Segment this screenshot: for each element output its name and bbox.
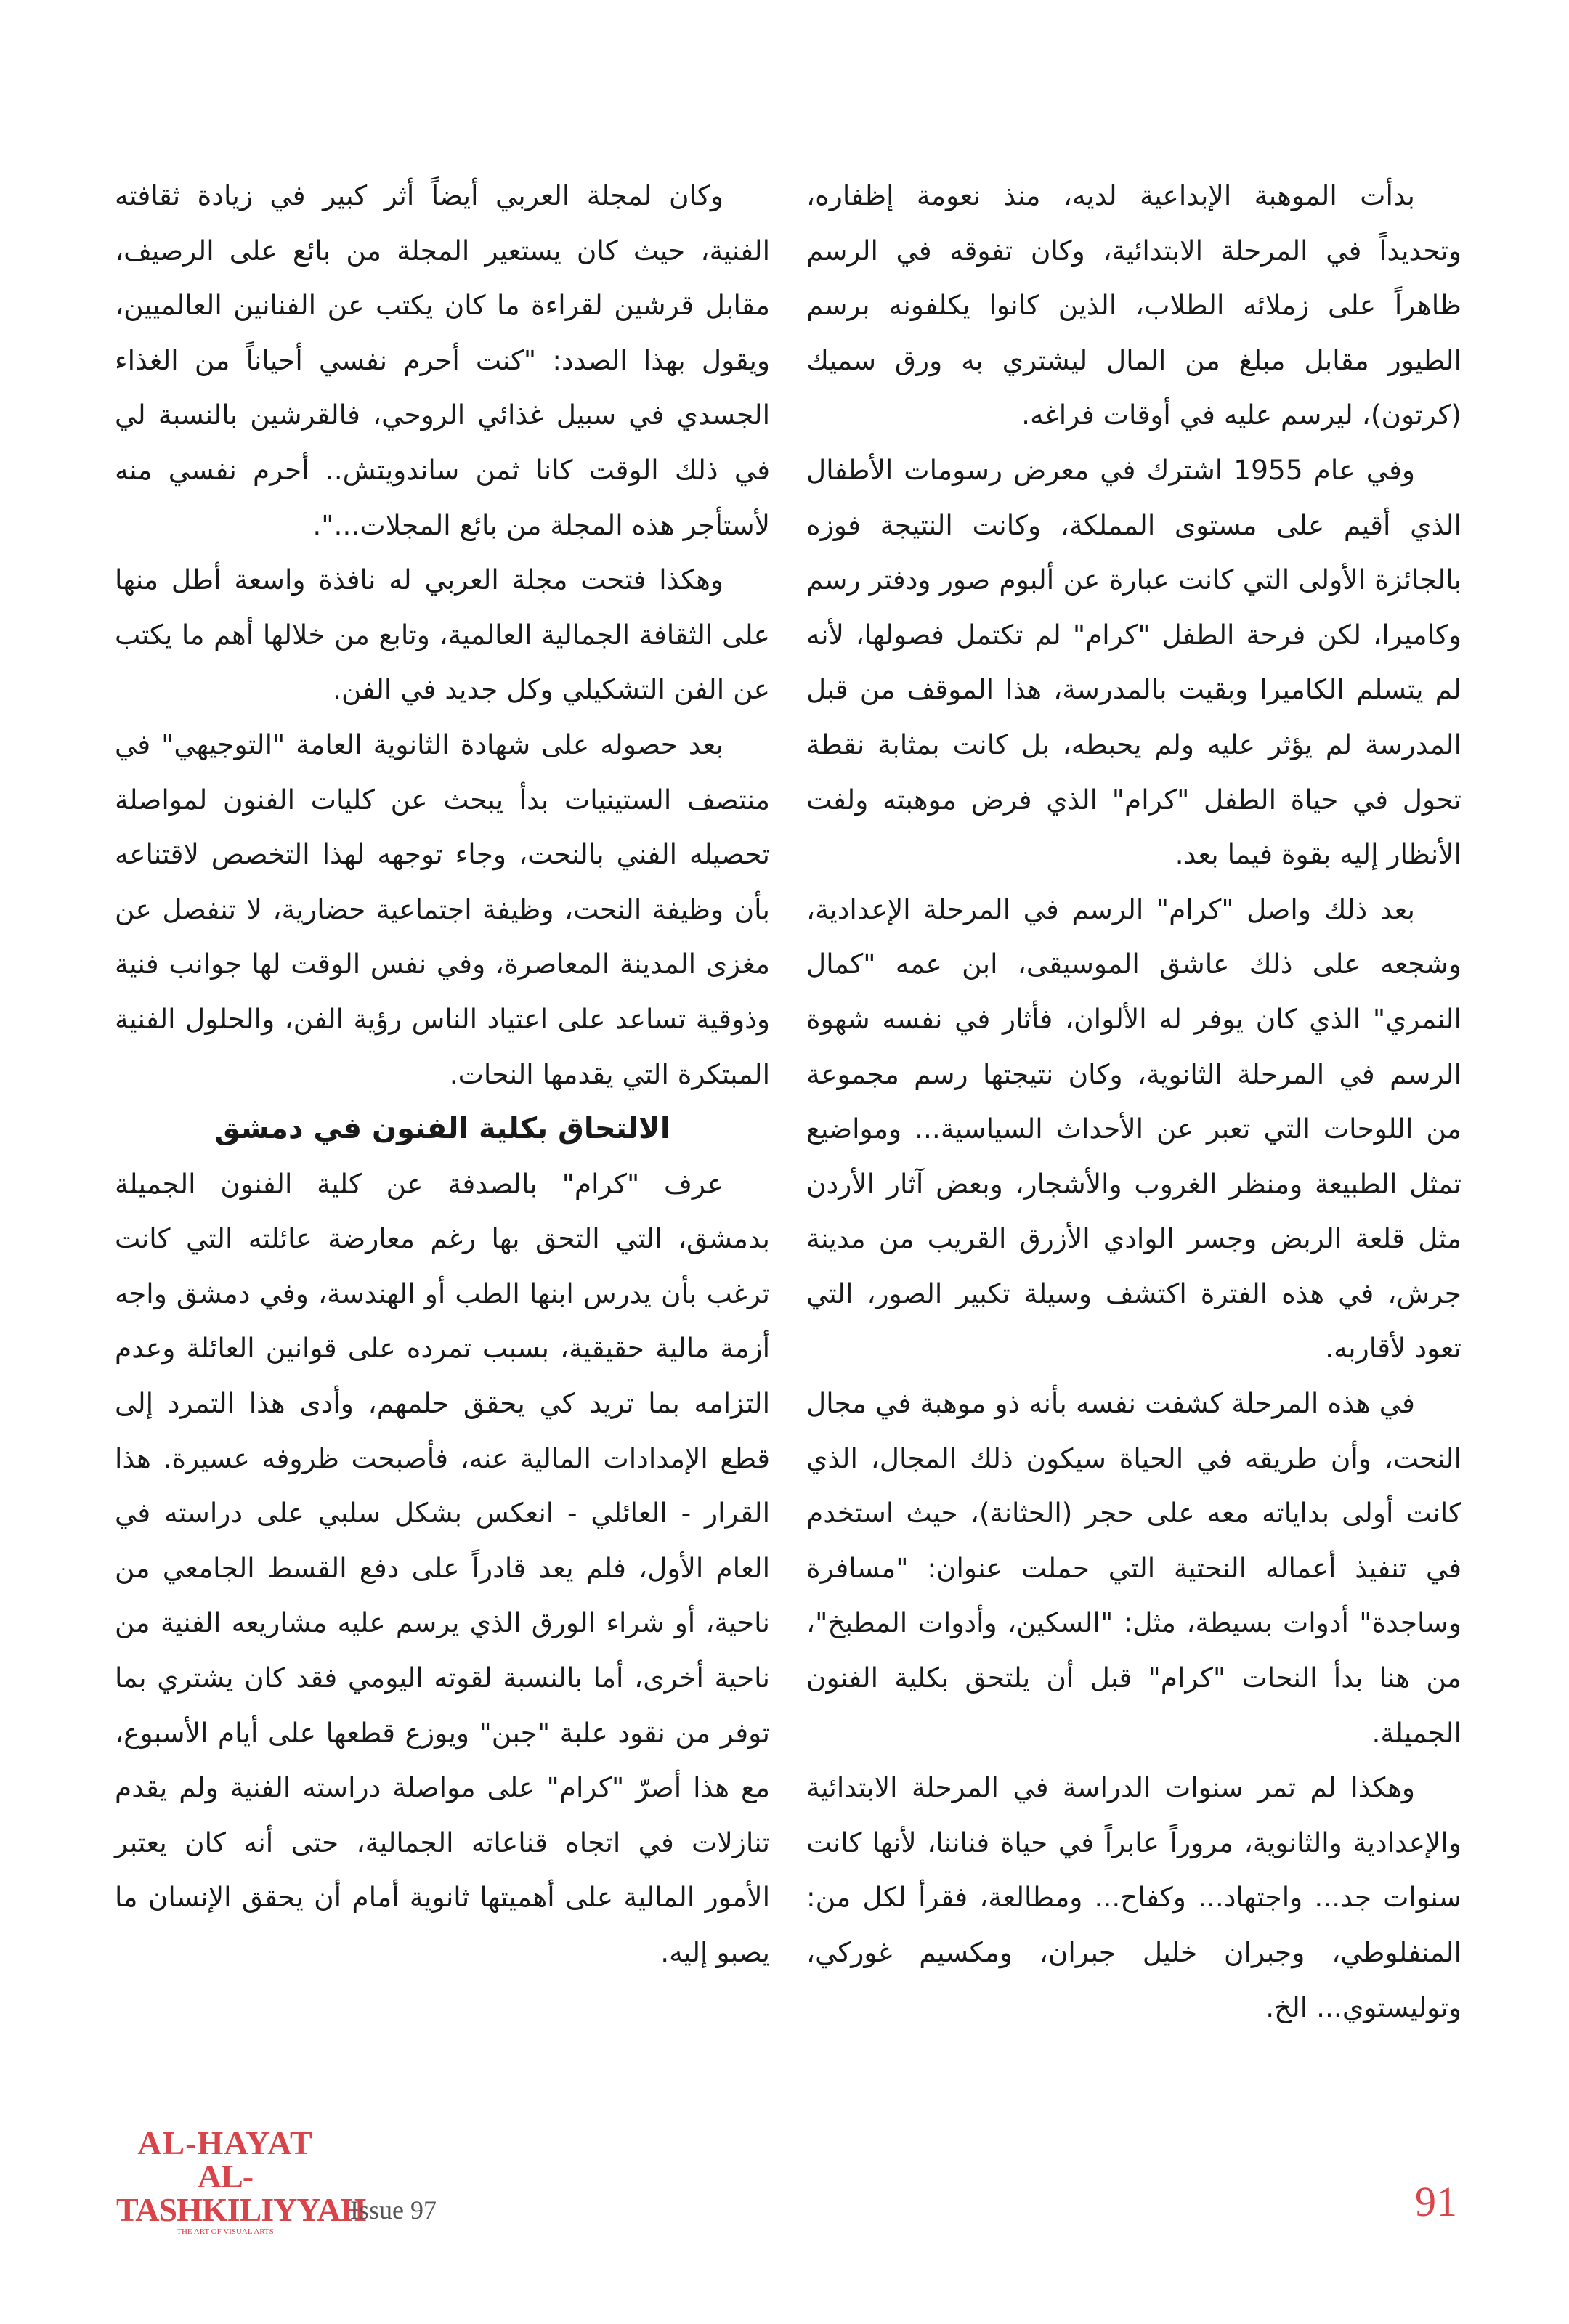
article-paragraph: في هذه المرحلة كشفت نفسه بأنه ذو موهبة في مجال النحت، وأن طريقه في الحياة سيكون ذلك المجال، الذي كانت أولى بداياته معه على حجر (الحثانة)، حيث استخدم في تنفيذ أعماله النحتية التي حملت عنوان: "مسافرة وساجدة" أدوات بسيطة، مثل: "السكين، وأدوات المطبخ"، من هنا بدأ النحات "كرام" قبل أن يلتحق بكلية الفنون الجميلة. — [806, 1387, 1461, 1749]
article-paragraph: وفي عام 1955 اشترك في معرض رسومات الأطفال الذي أقيم على مستوى المملكة، وكانت النتيجة فوزه بالجائزة الأولى التي كانت عبارة عن ألبوم صور ودفتر رسم وكاميرا، لكن فرحة الطفل "كرام" لم تكتمل فصولها، لأنه لم يتسلم الكاميرا وبقيت بالمدرسة، هذا الموقف من قبل المدرسة لم يؤثر عليه ولم يحبطه، بل كانت بمثابة نقطة تحول في حياة الطفل "كرام" الذي فرض موهبته ولفت الأنظار إليه بقوة فيما بعد. — [806, 453, 1461, 871]
article-paragraph: وهكذا فتحت مجلة العربي له نافذة واسعة أطل منها على الثقافة الجمالية العالمية، وتابع من خلالها أهم ما يكتب عن الفن التشكيلي وكل جديد في الفن. — [115, 564, 770, 706]
article-column-left — [115, 168, 770, 1980]
logo-tagline: THE ART OF VISUAL ARTS — [177, 2227, 274, 2236]
logo-line-2: AL-TASHKILIYYAH — [116, 2158, 366, 2228]
article-paragraph: بعد ذلك واصل "كرام" الرسم في المرحلة الإعدادية، وشجعه على ذلك عاشق الموسيقى، ابن عمه "كمال النمري" الذي كان يوفر له الألوان، فأثار في نفسه شهوة الرسم في المرحلة الثانوية، وكان نتيجتها رسم مجموعة من اللوحات التي تعبر عن الأحداث السياسية... ومواضيع تمثل الطبيعة ومنظر الغروب والأشجار، وبعض آثار الأردن مثل قلعة الربض وجسر الوادي الأزرق القريب من مدينة جرش، في هذه الفترة اكتشف وسيلة تكبير الصور، التي تعود لأقاربه. — [806, 893, 1461, 1365]
article-paragraph: بدأت الموهبة الإبداعية لديه، منذ نعومة إظفاره، وتحديداً في المرحلة الابتدائية، وكان تفوقه في الرسم ظاهراً على زملائه الطلاب، الذين كانوا يكلفونه برسم الطيور مقابل مبلغ من المال ليشتري به ورق سميك (كرتون)، ليرسم عليه في أوقات فراغه. — [806, 179, 1461, 431]
issue-number: Issue 97 — [350, 2195, 437, 2225]
article-paragraph: بعد حصوله على شهادة الثانوية العامة "التوجيهي" في منتصف الستينيات بدأ يبحث عن كليات الفنون لمواصلة تحصيله الفني بالنحت، وجاء توجهه لهذا التخصص لاقتناعه بأن وظيفة النحت، وظيفة اجتماعية حضارية، لا تنفصل عن مغزى المدينة المعاصرة، وفي نفس الوقت لها جوانب فنية وذوقية تساعد على اعتياد الناس رؤية الفن، والحلول الفنية المبتكرة التي يقدمها النحات. — [115, 728, 770, 1090]
article-paragraph: وهكذا لم تمر سنوات الدراسة في المرحلة الابتدائية والإعدادية والثانوية، مروراً عابراً في حياة فناننا، لأنها كانت سنوات جد... واجتهاد... وكفاح... ومطالعة، فقرأ لكل من: المنفلوطي، وجبران خليل جبران، ومكسيم غوركي، وتوليستوي... الخ. — [806, 1771, 1461, 2023]
article-paragraph: عرف "كرام" بالصدفة عن كلية الفنون الجميلة بدمشق، التي التحق بها رغم معارضة عائلته التي كانت ترغب بأن يدرس ابنها الطب أو الهندسة، وفي دمشق واجه أزمة مالية حقيقية، بسبب تمرده على قوانين العائلة وعدم التزامه بما تريد كي يحقق حلمهم، وأدى هذا التمرد إلى قطع الإمدادات المالية عنه، فأصبحت ظروفه عسيرة. هذا القرار - العائلي - انعكس بشكل سلبي على دراسته في العام الأول، فلم يعد قادراً على دفع القسط الجامعي من ناحية، أو شراء الورق الذي يرسم عليه مشاريعه الفنية من ناحية أخرى، أما بالنسبة لقوته اليومي فقد كان يشتري بما توفر من نقود علبة "جبن" ويوزع قطعها على أيام الأسبوع، مع هذا أصرّ "كرام" على مواصلة دراسته الفنية ولم يقدم تنازلات في اتجاه قناعاته الجمالية، حتى أنه كان يعتبر الأمور المالية على أهميتها ثانوية أمام أن يحقق الإنسان ما يصبو إليه. — [115, 1167, 770, 1968]
section-heading: الالتحاق بكلية الفنون في دمشق — [214, 1112, 670, 1146]
article-paragraph: وكان لمجلة العربي أيضاً أثر كبير في زيادة ثقافته الفنية، حيث كان يستعير المجلة من بائع على الرصيف، مقابل قرشين لقراءة ما كان يكتب عن الفنانين العالميين، ويقول بهذا الصدد: "كنت أحرم نفسي أحياناً من الغذاء الجسدي في سبيل غذائي الروحي، فالقرشين بالنسبة لي في ذلك الوقت كانا ثمن ساندويتش.. أحرم نفسي منه لأستأجر هذه المجلة من بائع المجلات...". — [115, 179, 770, 541]
logo-line-1: AL-HAYAT — [137, 2124, 313, 2161]
magazine-logo — [116, 2124, 366, 2243]
page-number: 91 — [1415, 2178, 1457, 2225]
article-column-right — [806, 168, 1461, 2035]
